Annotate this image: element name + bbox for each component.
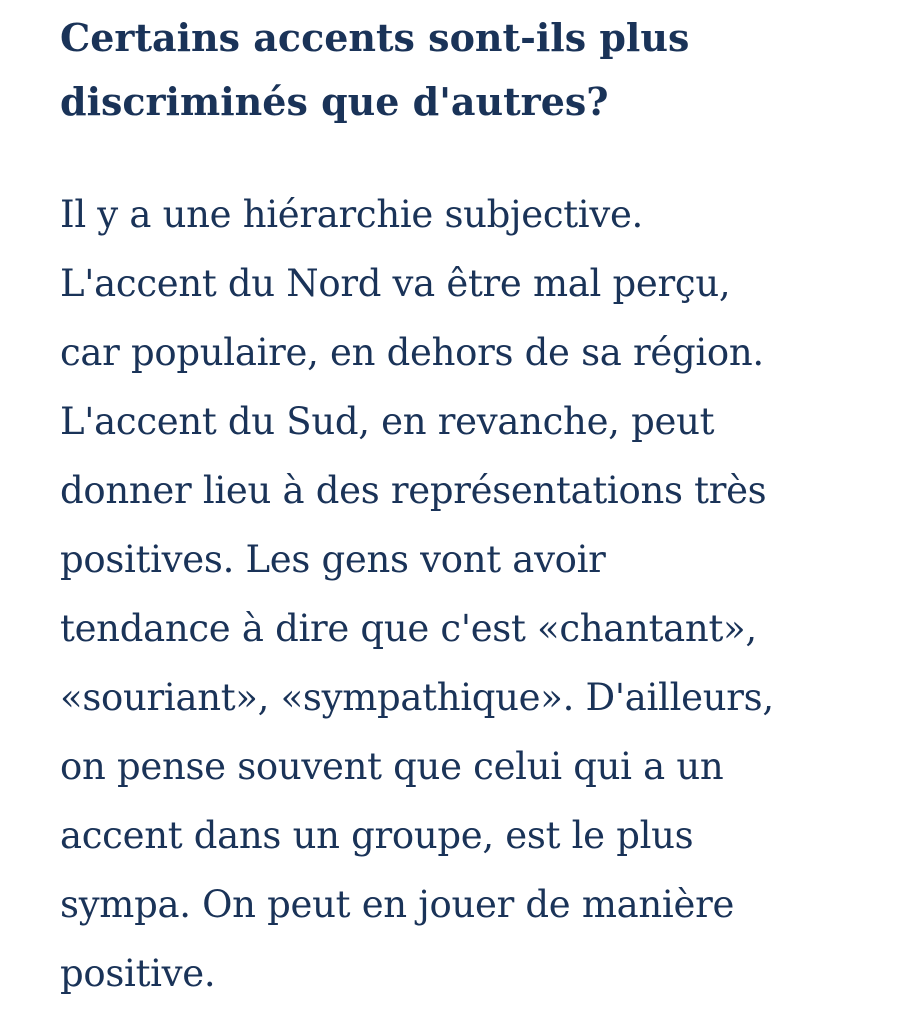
article-paragraph: Il y a une hiérarchie subjective. L'accent du Nord va être mal perçu, car populaire, en dehors de sa région. L'accent du Sud, en revanche, peut donner lieu à des représentations très positives. Les gens vont avoir tendance à dire que c'est «chantant», «souriant», «sympathique». D'ailleurs, on pense souvent que celui qui a un accent dans un groupe, est le plus sympa. On peut en jouer de manière positive. [60,193,774,995]
article-heading: Certains accents sont-ils plus discriminés que d'autres? [60,15,690,124]
article [60,0,900,1008]
